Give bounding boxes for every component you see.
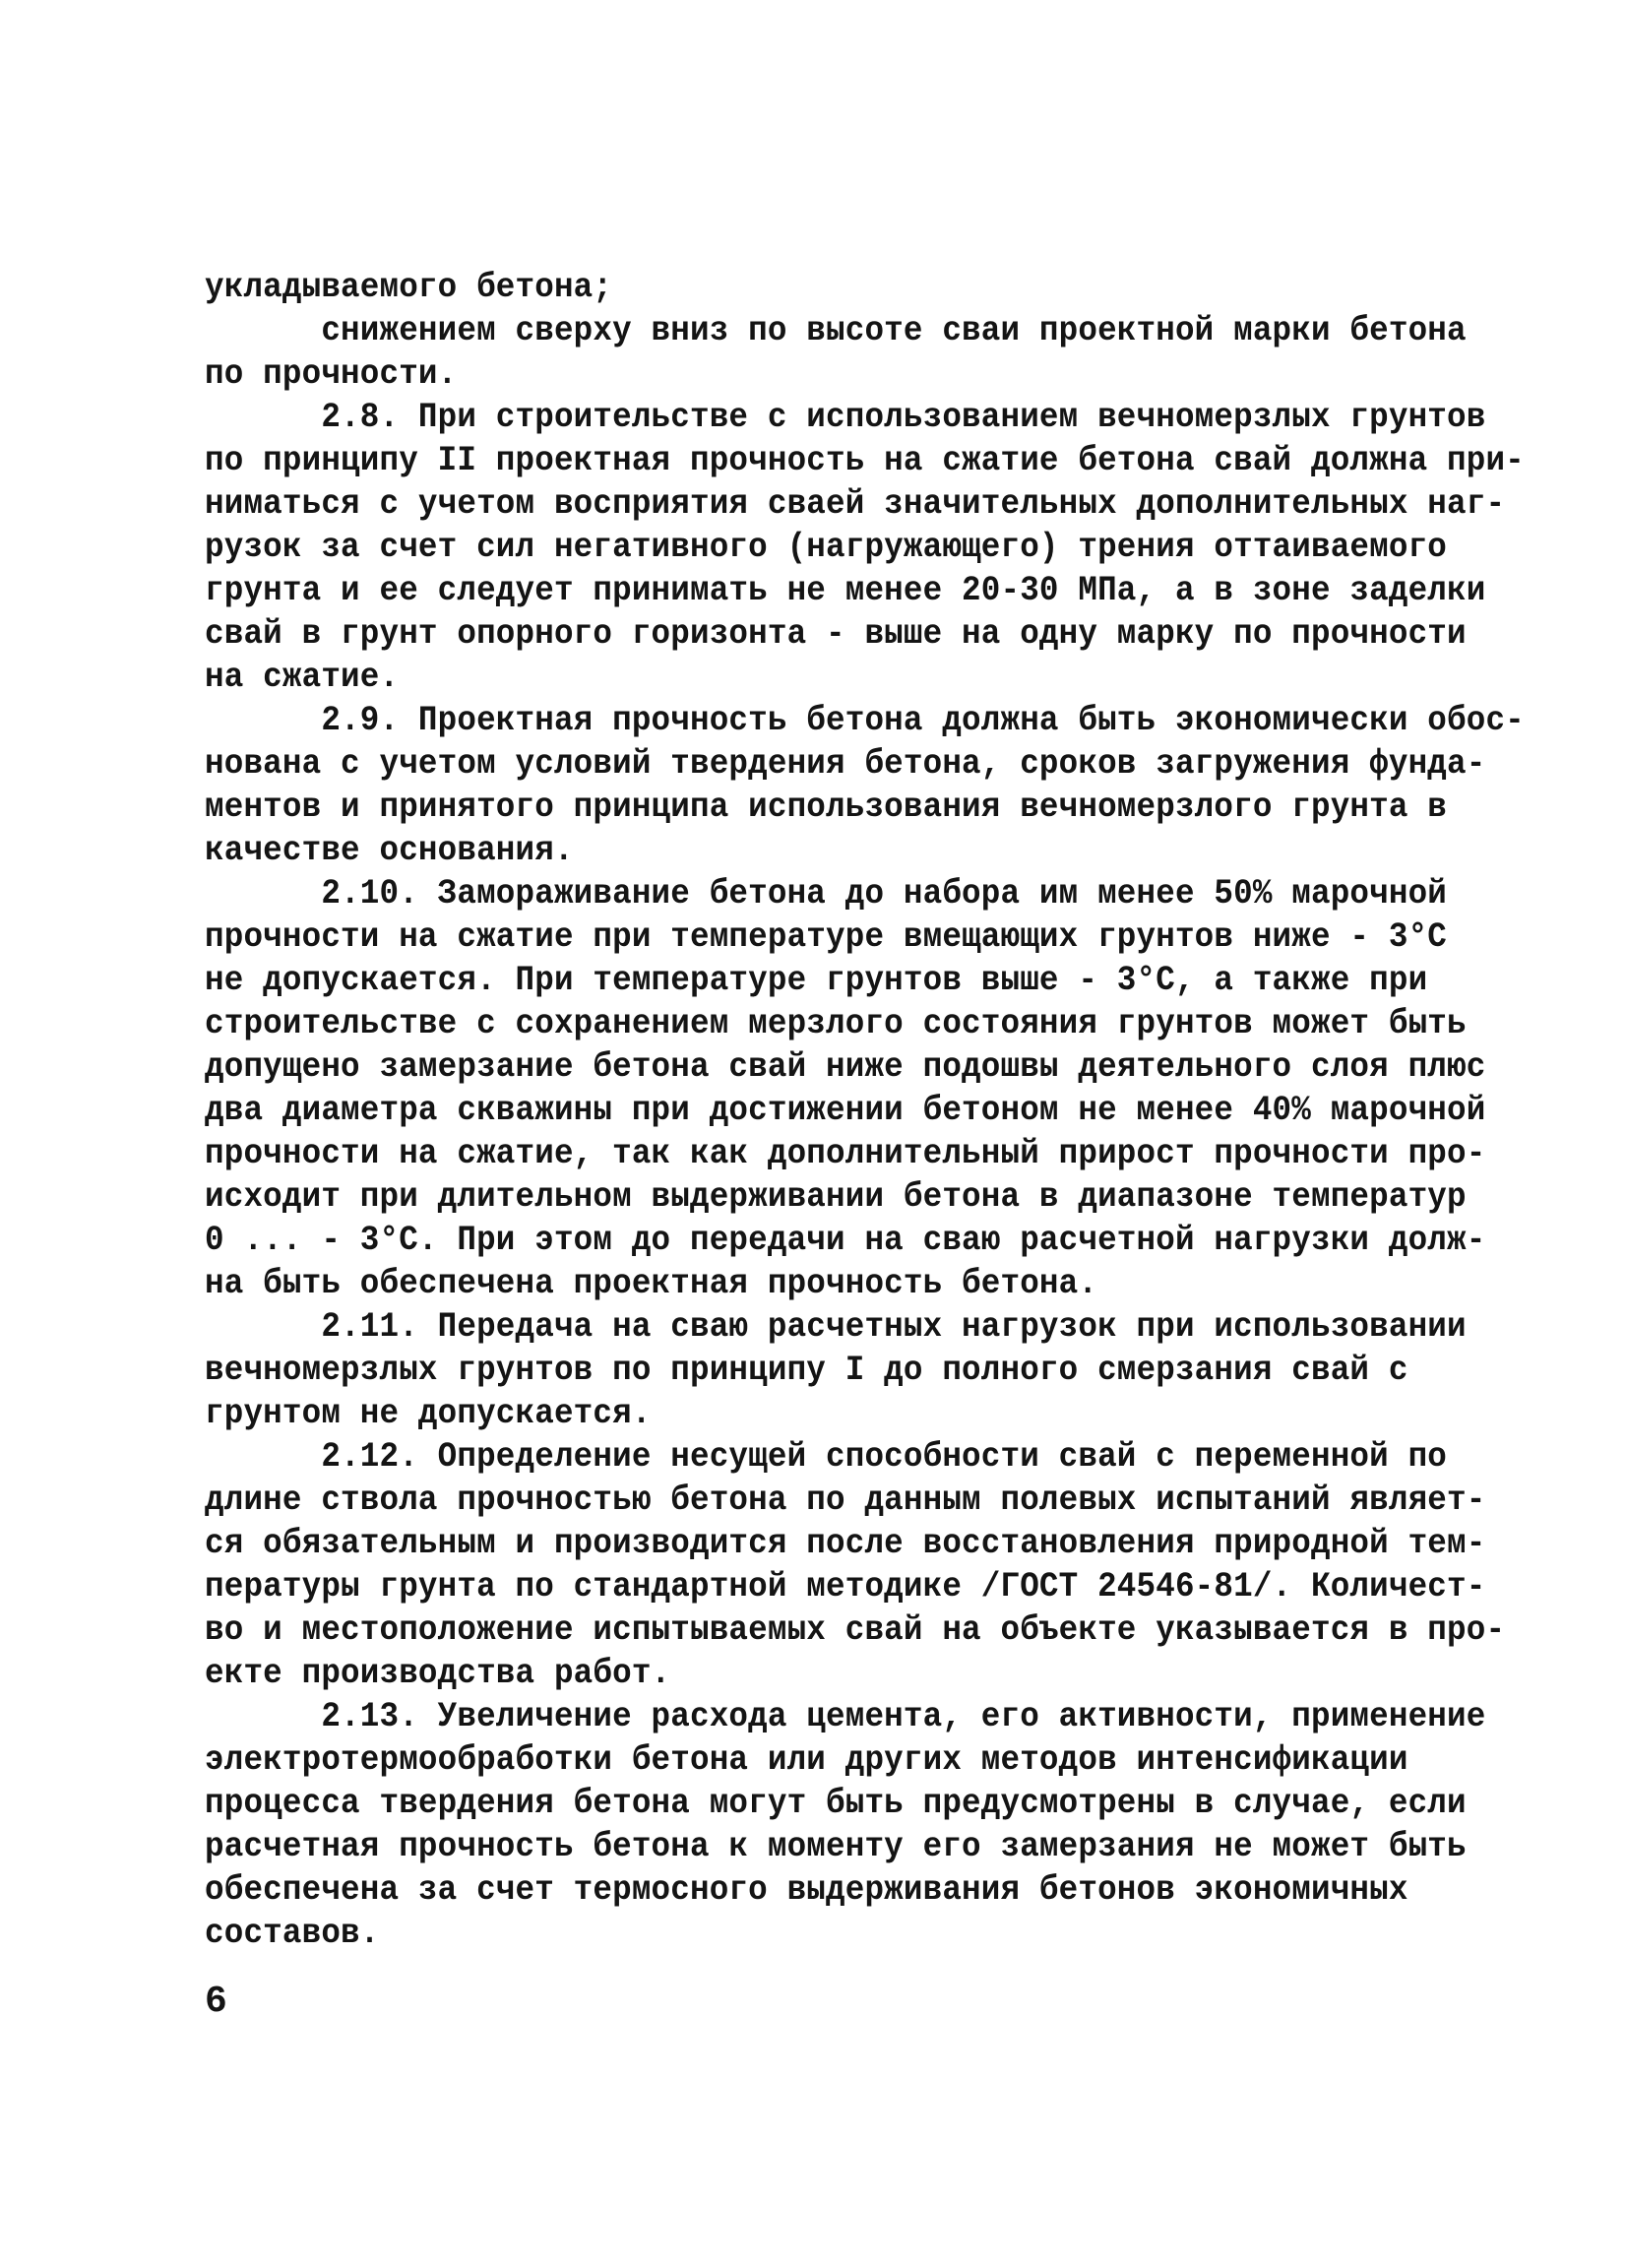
- text-line: грунтом не допускается.: [205, 1394, 652, 1433]
- text-line: обеспечена за счет термосного выдерживания бетонов экономичных: [205, 1870, 1408, 1910]
- text-line: прочности на сжатие при температуре вмещающих грунтов ниже - 3°С: [205, 917, 1448, 957]
- text-line: процесса твердения бетона могут быть предусмотрены в случае, если: [205, 1784, 1467, 1823]
- text-line: составов.: [205, 1914, 380, 1953]
- text-line: 2.13. Увеличение расхода цемента, его активности, применение: [205, 1697, 1486, 1736]
- text-line: исходит при длительном выдерживании бетона в диапазоне температур: [205, 1177, 1467, 1217]
- text-line: снижением сверху вниз по высоте сваи проектной марки бетона: [205, 311, 1467, 350]
- text-line: 2.9. Проектная прочность бетона должна быть экономически обос-: [205, 701, 1525, 740]
- text-line: по принципу II проектная прочность на сжатие бетона свай должна при-: [205, 441, 1525, 480]
- text-line: прочности на сжатие, так как дополнительный прирост прочности про-: [205, 1134, 1486, 1173]
- text-line: строительстве с сохранением мерзлого состояния грунтов может быть: [205, 1004, 1467, 1043]
- text-line: во и местоположение испытываемых свай на объекте указывается в про-: [205, 1610, 1506, 1650]
- text-line: 0 ... - 3°С. При этом до передачи на сваю расчетной нагрузки долж-: [205, 1221, 1486, 1260]
- text-line: два диаметра скважины при достижении бетоном не менее 40% марочной: [205, 1091, 1486, 1130]
- text-line: нована с учетом условий твердения бетона, сроков загружения фунда-: [205, 744, 1486, 784]
- text-line: свай в грунт опорного горизонта - выше на одну марку по прочности: [205, 614, 1467, 654]
- text-line: вечномерзлых грунтов по принципу I до полного смерзания свай с: [205, 1351, 1408, 1390]
- text-line: ся обязательным и производится после восстановления природной тем-: [205, 1524, 1486, 1563]
- text-line: длине ствола прочностью бетона по данным полевых испытаний являет-: [205, 1480, 1486, 1520]
- page-number: 6: [205, 1981, 227, 2023]
- text-line: рузок за счет сил негативного (нагружающего) трения оттаиваемого: [205, 528, 1448, 567]
- text-line: 2.10. Замораживание бетона до набора им менее 50% марочной: [205, 874, 1448, 914]
- text-line: пературы грунта по стандартной методике /ГОСТ 24546-81/. Количест-: [205, 1567, 1486, 1606]
- text-line: ментов и принятого принципа использования вечномерзлого грунта в: [205, 788, 1448, 827]
- text-line: укладываемого бетона;: [205, 268, 613, 307]
- text-line: по прочности.: [205, 354, 458, 394]
- text-line: 2.8. При строительстве с использованием вечномерзлых грунтов: [205, 398, 1486, 437]
- text-line: 2.12. Определение несущей способности свай с переменной по: [205, 1437, 1448, 1477]
- text-line: ниматься с учетом восприятия сваей значительных дополнительных наг-: [205, 484, 1506, 524]
- text-line: электротермообработки бетона или других методов интенсификации: [205, 1740, 1408, 1780]
- text-line: на быть обеспечена проектная прочность бетона.: [205, 1264, 1098, 1303]
- text-line: расчетная прочность бетона к моменту его замерзания не может быть: [205, 1827, 1467, 1866]
- text-line: грунта и ее следует принимать не менее 20-30 МПа, а в зоне заделки: [205, 571, 1486, 610]
- text-line: екте производства работ.: [205, 1654, 671, 1693]
- text-line: 2.11. Передача на сваю расчетных нагрузок при использовании: [205, 1307, 1467, 1347]
- text-line: не допускается. При температуре грунтов выше - 3°С, а также при: [205, 961, 1428, 1000]
- text-line: допущено замерзание бетона свай ниже подошвы деятельного слоя плюс: [205, 1047, 1486, 1087]
- text-line: качестве основания.: [205, 831, 574, 870]
- text-line: на сжатие.: [205, 658, 400, 697]
